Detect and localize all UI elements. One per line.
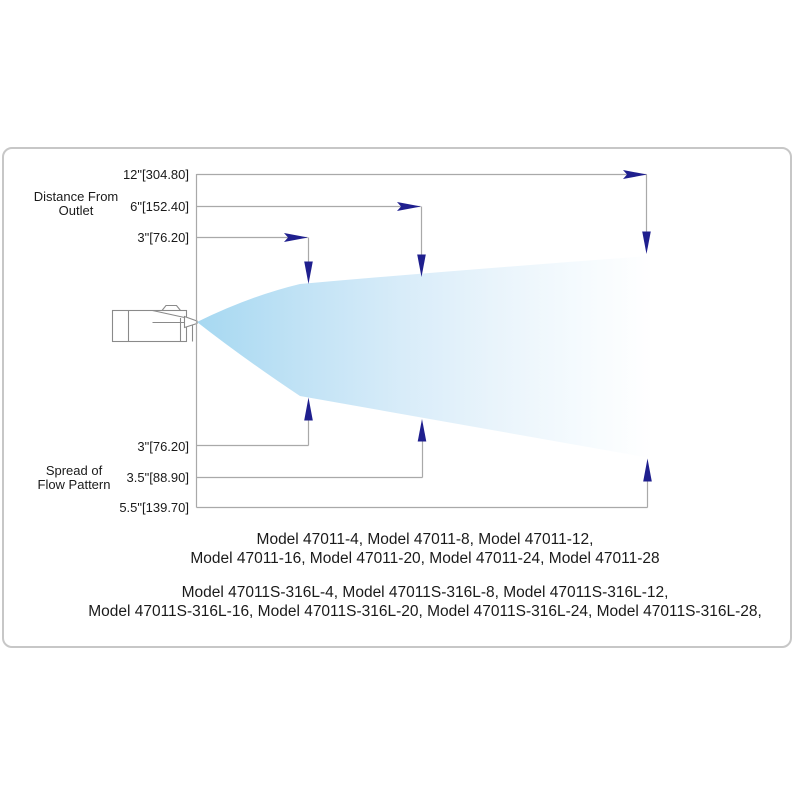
spread-label-line1: Spread of [45,463,103,478]
arrow-up-spread-3in [304,398,313,421]
nozzle-tip-cone [185,317,198,328]
arrow-up-spread-5-5in [643,459,652,482]
dim-line-3in [197,238,309,264]
spread-value-3in: 3"[76.20] [137,439,189,454]
arrow-up-spread-3-5in [418,419,427,442]
nozzle-top-knob [162,306,181,311]
model-list-standard-line2: Model 47011-16, Model 47011-20, Model 47011-24, Model 47011-28 [190,549,660,567]
distance-from-outlet-label [20,190,132,218]
model-list-316l-line1: Model 47011S-316L-4, Model 47011S-316L-8, Model 47011S-316L-12, [181,584,669,601]
model-list-standard [50,531,800,568]
dim-line-spread-5-5in [197,481,648,508]
dim-line-spread-3-5in [197,441,423,478]
distance-label-line2: Outlet [58,203,94,218]
model-list-316l-line2: Model 47011S-316L-16, Model 47011S-316L-20, Model 47011S-316L-24, Model 47011S-316L-28, [88,602,762,620]
spread-label-line2: Flow Pattern [37,477,111,492]
arrow-down-3in [304,262,313,285]
model-list-standard-line1: Model 47011-4, Model 47011-8, Model 47011-12, [256,531,594,548]
spread-of-flow-pattern-label [18,464,130,492]
distance-value-12in: 12"[304.80] [122,167,189,182]
dim-line-spread-3in [197,420,309,446]
distance-value-6in: 6"[152.40] [130,199,189,214]
nozzle-drawing [113,306,198,342]
distance-value-3in: 3"[76.20] [137,230,189,245]
spread-value-5-5in: 5.5"[139.70] [119,500,189,515]
arrow-down-12in [642,232,651,255]
distance-label-line1: Distance From [33,189,119,204]
spread-value-3-5in: 3.5"[88.90] [126,470,189,485]
model-list-316l [50,584,800,621]
